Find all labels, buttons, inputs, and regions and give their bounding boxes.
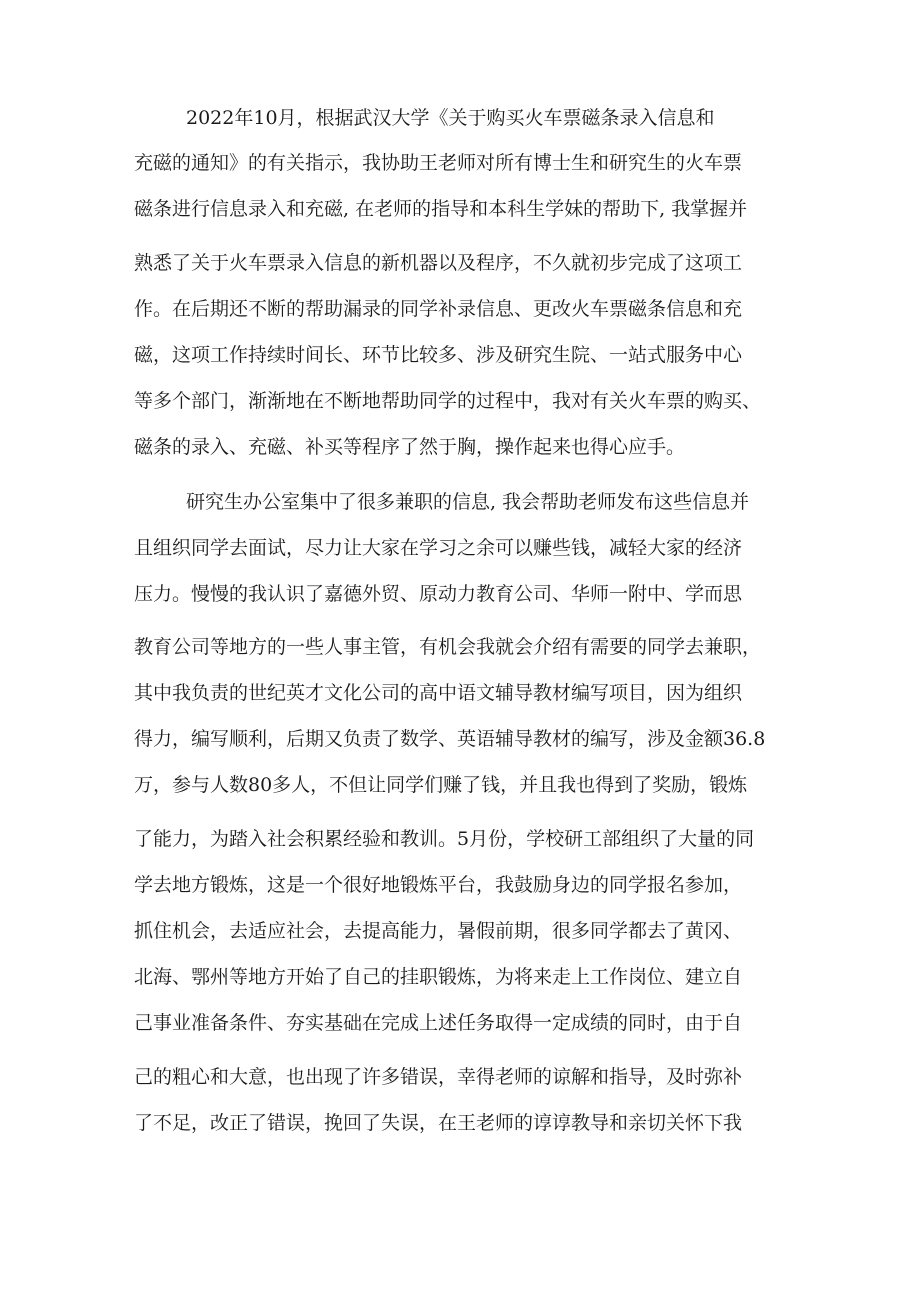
paragraph-2-line-9: 学去地方锻炼，这是一个很好地锻炼平台，我鼓励身边的同学报名参加，: [134, 874, 743, 896]
paragraph-1-line-2: 充磁的通知》的有关指示，我协助王老师对所有博士生和研究生的火车票: [134, 152, 743, 174]
paragraph-2-line-2: 且组织同学去面试，尽力让大家在学习之余可以赚些钱，减轻大家的经济: [134, 537, 743, 559]
paragraph-1-line-7: 等多个部门，渐渐地在不断地帮助同学的过程中，我对有关火车票的购买、: [134, 390, 762, 412]
paragraph-2-line-7: 万，参与人数80多人，不但让同学们赚了钱，并且我也得到了奖励，锻炼: [134, 774, 748, 796]
paragraph-1-line-6: 磁，这项工作持续时间长、环节比较多、涉及研究生院、一站式服务中心: [134, 344, 743, 366]
paragraph-2-line-6: 得力，编写顺利，后期又负责了数学、英语辅导教材的编写，涉及金额36.8: [134, 728, 766, 750]
paragraph-2-line-8: 了能力，为踏入社会积累经验和教训。5月份，学校研工部组织了大量的同: [134, 828, 755, 850]
paragraph-2-line-14: 了不足，改正了错误，挽回了失误，在王老师的谆谆教导和亲切关怀下我: [134, 1112, 743, 1134]
paragraph-1-line-1: 2022年10月，根据武汉大学《关于购买火车票磁条录入信息和: [186, 107, 715, 129]
paragraph-1-line-4: 熟悉了关于火车票录入信息的新机器以及程序，不久就初步完成了这项工: [134, 252, 743, 274]
paragraph-2-line-12: 己事业准备条件、夯实基础在完成上述任务取得一定成绩的同时，由于自: [134, 1012, 743, 1034]
paragraph-2-line-13: 己的粗心和大意，也出现了许多错误，幸得老师的谅解和指导，及时弥补: [134, 1066, 743, 1088]
paragraph-2-line-3: 压力。慢慢的我认识了嘉德外贸、原动力教育公司、华师一附中、学而思: [134, 583, 743, 605]
paragraph-2-line-5: 其中我负责的世纪英才文化公司的高中语文辅导教材编写项目，因为组织: [134, 682, 743, 704]
paragraph-2-line-11: 北海、鄂州等地方开始了自己的挂职锻炼，为将来走上工作岗位、建立自: [134, 966, 743, 988]
paragraph-2-line-10: 抓住机会，去适应社会，去提高能力，暑假前期，很多同学都去了黄冈、: [134, 920, 743, 942]
paragraph-1-line-8: 磁条的录入、充磁、补买等程序了然于胸，操作起来也得心应手。: [134, 436, 686, 458]
paragraph-2-line-1: 研究生办公室集中了很多兼职的信息, 我会帮助老师发布这些信息并: [186, 491, 750, 513]
paragraph-2-line-4: 教育公司等地方的一些人事主管，有机会我就会介绍有需要的同学去兼职，: [134, 636, 762, 658]
paragraph-1-line-3: 磁条进行信息录入和充磁, 在老师的指导和本科生学妹的帮助下, 我掌握并: [134, 198, 748, 220]
paragraph-1-line-5: 作。在后期还不断的帮助漏录的同学补录信息、更改火车票磁条信息和充: [134, 298, 743, 320]
